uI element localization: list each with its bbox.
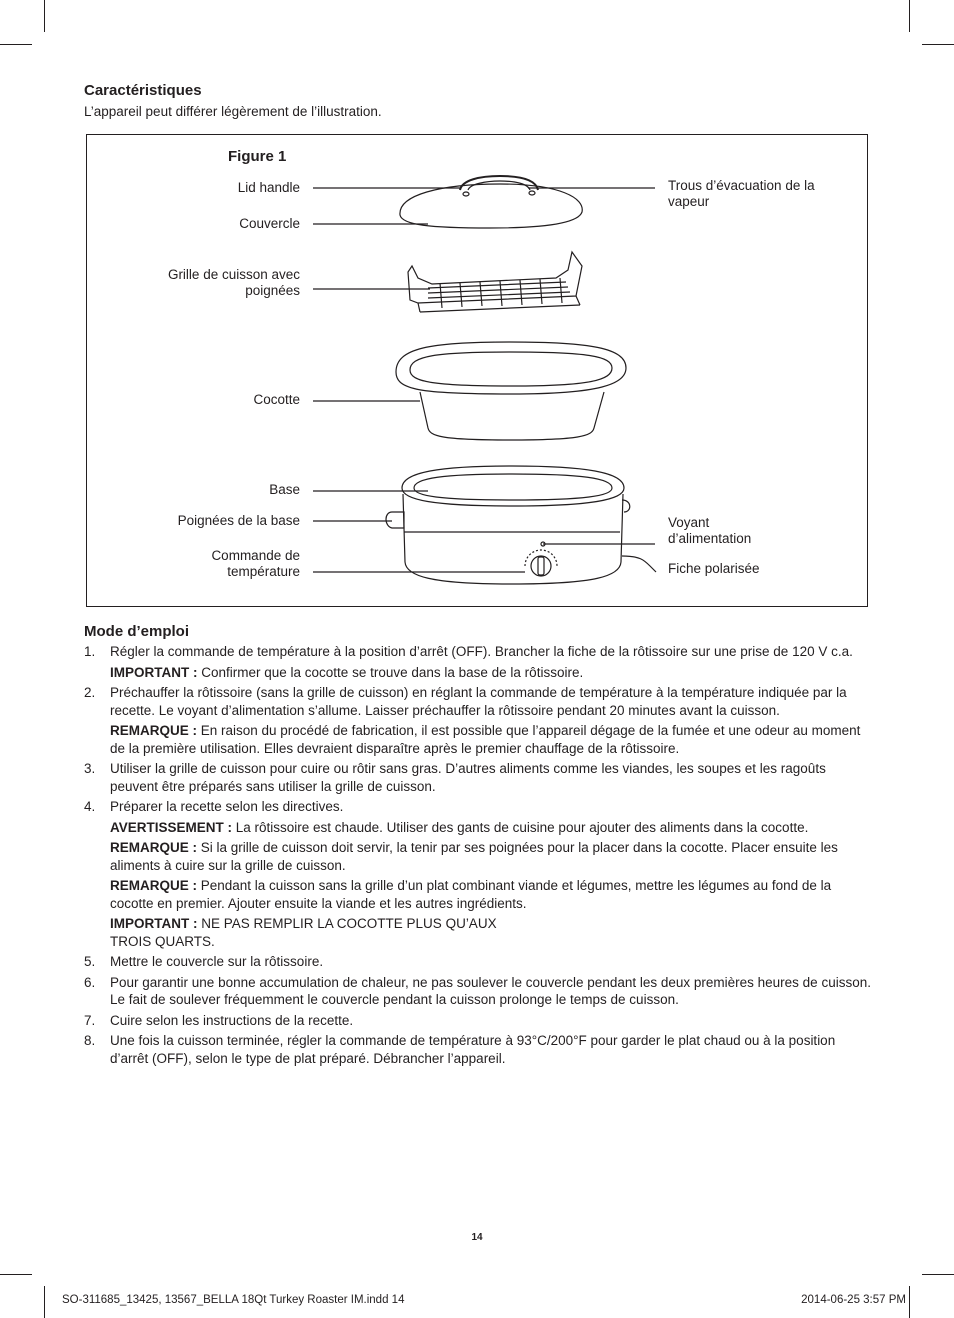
slug-timestamp: 2014-06-25 3:57 PM: [801, 1294, 906, 1306]
step-number: 1.: [84, 644, 96, 659]
label-base: Base: [269, 482, 300, 497]
step-note: [84, 722, 874, 757]
step-text: Pour garantir une bonne accumulation de chaleur, ne pas soulever le couvercle pendant les deux premières heures de cuisson. Le fait de soulever fréquemment le couvercle pendant la cuisson prolonge le temps de cuisson.: [110, 974, 871, 1007]
features-heading: Caractéristiques: [84, 82, 202, 99]
figure-title: Figure 1: [228, 148, 287, 165]
step-number: 4.: [84, 799, 96, 814]
instruction-step: [84, 684, 874, 719]
label-trous: Trous d’évacuation de la vapeur: [668, 178, 815, 209]
step-text: Préchauffer la rôtissoire (sans la grille de cuisson) en réglant la commande de température à la température indiquée par la recette. Le voyant d’alimentation s’allume. Laisser préchauffer la rôtissoire pendant 20 minutes avant la cuisson.: [110, 685, 847, 718]
note-text: Si la grille de cuisson doit servir, la tenir par ses poignées pour la placer dans la cocotte. Placer ensuite les aliments à cuire sur la grille de cuisson.: [110, 840, 838, 873]
instruction-step: [84, 974, 874, 1009]
step-text: Cuire selon les instructions de la recette.: [110, 1012, 354, 1028]
step-number: 6.: [84, 974, 96, 990]
step-text: Mettre le couvercle sur la rôtissoire.: [110, 954, 324, 969]
lid: [400, 176, 582, 228]
instruction-step: [84, 760, 874, 795]
step-text: Régler la commande de température à la position d’arrêt (OFF). Brancher la fiche de la rôtissoire sur une prise de 120 V c.a.: [110, 644, 853, 659]
rack: [408, 252, 582, 312]
step-note: [84, 839, 874, 874]
label-voyant: Voyant d’alimentation: [668, 515, 752, 546]
note-text: La rôtissoire est chaude. Utiliser des gants de cuisine pour ajouter des aliments dans la cocotte.: [232, 819, 809, 835]
page-number: 14: [471, 1232, 483, 1243]
cocotte: [396, 342, 626, 440]
label-commande: Commande de température: [211, 548, 300, 579]
note-text: Pendant la cuisson sans la grille d’un plat combinant viande et légumes, mettre les légumes au fond de la cocotte en premier. Ajouter ensuite la viande et les autres ingrédients.: [110, 878, 832, 911]
note-label: AVERTISSEMENT :: [110, 819, 233, 835]
note-label: REMARQUE :: [110, 840, 197, 855]
step-number: 7.: [84, 1012, 96, 1028]
note-label: REMARQUE :: [110, 723, 197, 738]
features-intro: L’appareil peut différer légèrement de l’illustration.: [84, 104, 382, 119]
label-grille: Grille de cuisson avec poignées: [167, 267, 300, 298]
step-text: Préparer la recette selon les directives.: [110, 799, 344, 814]
temperature-dial: [525, 550, 557, 576]
step-number: 2.: [84, 685, 96, 700]
step-text: Une fois la cuisson terminée, régler la commande de température à 93°C/200°F pour garder le plat chaud ou à la position d’arrêt (OFF), selon le type de plat préparé. Débrancher l’appareil.: [110, 1033, 836, 1066]
instruction-step: [84, 953, 874, 971]
note-text: Confirmer que la cocotte se trouve dans la base de la rôtissoire.: [197, 664, 584, 680]
step-number: 5.: [84, 954, 96, 969]
label-couvercle: Couvercle: [239, 216, 300, 231]
instruction-step: [84, 1012, 874, 1030]
instructions-heading: Mode d’emploi: [84, 623, 189, 640]
instruction-step: [84, 1032, 874, 1067]
note-label: REMARQUE :: [110, 878, 197, 893]
step-note: [84, 877, 874, 912]
instruction-step: [84, 643, 874, 661]
note-text: En raison du procédé de fabrication, il est possible que l’appareil dégage de la fumée et une odeur au moment de la première utilisation. Elles devraient disparaître après le premier chauffage de la rôtissoire.: [110, 723, 861, 756]
note-label: IMPORTANT :: [110, 664, 198, 680]
note-text: NE PAS REMPLIR LA COCOTTE PLUS QU’AUX TROIS QUARTS.: [110, 916, 497, 949]
slug-file-info: SO-311685_13425, 13567_BELLA 18Qt Turkey Roaster IM.indd 14: [62, 1294, 405, 1306]
step-note: [84, 664, 874, 682]
label-cocotte: Cocotte: [253, 392, 300, 407]
step-number: 8.: [84, 1033, 96, 1048]
instruction-list: [84, 643, 874, 1070]
instruction-step: [84, 798, 874, 816]
note-label: IMPORTANT :: [110, 916, 198, 931]
step-number: 3.: [84, 761, 96, 776]
step-note: [84, 915, 540, 950]
label-lid-handle: Lid handle: [237, 180, 300, 195]
step-note: [84, 819, 874, 837]
base: [386, 466, 656, 584]
label-poignees-base: Poignées de la base: [177, 513, 300, 528]
label-fiche: Fiche polarisée: [668, 561, 760, 576]
step-text: Utiliser la grille de cuisson pour cuire ou rôtir sans gras. D’autres aliments comme les viandes, les soupes et les ragoûts peuvent être préparés sans utiliser la grille de cuisson.: [110, 761, 826, 794]
